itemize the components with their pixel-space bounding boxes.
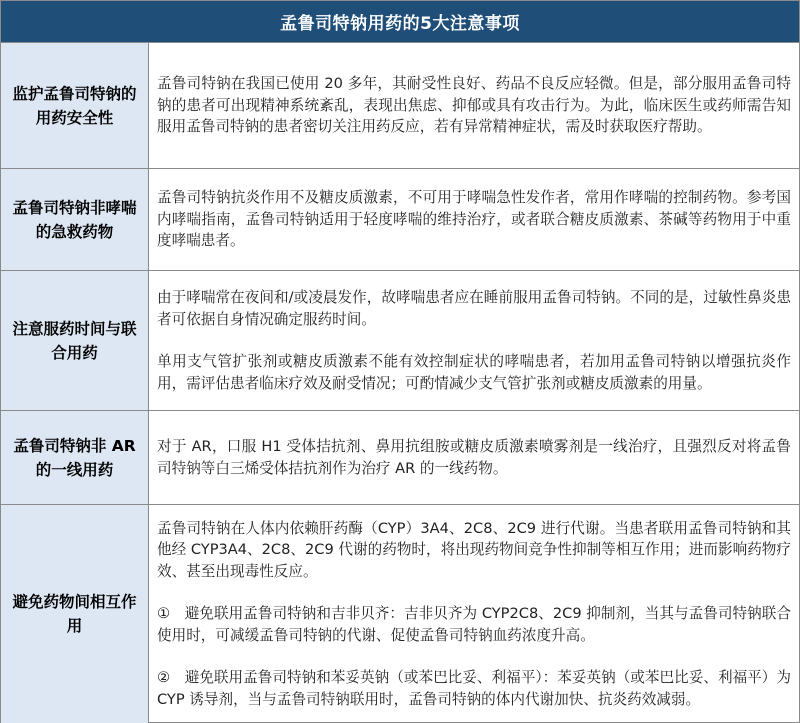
row-content [149, 43, 799, 168]
paragraph: 孟鲁司特钠抗炎作用不及糖皮质激素，不可用于哮喘急性发作者，常用作哮喘的控制药物。参考国内哮喘指南，孟鲁司特钠适用于轻度哮喘的维持治疗，或者联合糖皮质激素、茶碱等药物用于中重度哮喘患者。 [157, 189, 791, 250]
row-label: 孟鲁司特钠非 AR 的一线用药 [1, 411, 149, 504]
paragraph: 单用支气管扩张剂或糖皮质激素不能有效控制症状的哮喘患者，若加用孟鲁司特钠以增强抗炎作用，需评估患者临床疗效及耐受情况；可酌情减少支气管扩张剂或糖皮质激素的用量。 [157, 353, 791, 392]
table-row [1, 43, 799, 169]
row-content [149, 505, 799, 723]
table-row [1, 169, 799, 271]
table-row [1, 271, 799, 411]
table-title: 孟鲁司特钠用药的5大注意事项 [1, 1, 799, 43]
row-content [149, 169, 799, 270]
paragraph: 由于哮喘常在夜间和/或凌晨发作，故哮喘患者应在睡前服用孟鲁司特钠。不同的是，过敏性鼻炎患者可依据自身情况确定服药时间。 [157, 289, 791, 328]
row-label: 避免药物间相互作用 [1, 505, 149, 723]
paragraph: ① 避免联用孟鲁司特钠和吉非贝齐：吉非贝齐为 CYP2C8、2C9 抑制剂，当其与孟鲁司特钠联合使用时，可减缓孟鲁司特钠的代谢、促使孟鲁司特钠血药浓度升高。 [157, 605, 791, 644]
table-row [1, 411, 799, 505]
row-label: 监护孟鲁司特钠的用药安全性 [1, 43, 149, 168]
row-content [149, 271, 799, 410]
table-row [1, 505, 799, 723]
paragraph: 孟鲁司特钠在我国已使用 20 多年，其耐受性良好、药品不良反应轻微。但是，部分服用孟鲁司特钠的患者可出现精神系统紊乱，表现出焦虑、抑郁或具有攻击行为。为此，临床医生或药师需告知服用孟鲁司特钠的患者密切关注用药反应，若有异常精神症状，需及时获取医疗帮助。 [157, 75, 791, 136]
paragraph: 对于 AR，口服 H1 受体拮抗剂、鼻用抗组胺或糖皮质激素喷雾剂是一线治疗，且强烈反对将孟鲁司特钠等白三烯受体拮抗剂作为治疗 AR 的一线药物。 [157, 438, 791, 477]
row-label: 注意服药时间与联合用药 [1, 271, 149, 410]
paragraph: 孟鲁司特钠在人体内依赖肝药酶（CYP）3A4、2C8、2C9 进行代谢。当患者联用孟鲁司特钠和其他经 CYP3A4、2C8、2C9 代谢的药物时，将出现药物间竞争性抑制等相互作用；进而影响药物疗效、甚至出现毒性反应。 [157, 519, 791, 580]
row-label: 孟鲁司特钠非哮喘的急救药物 [1, 169, 149, 270]
paragraph: ② 避免联用孟鲁司特钠和苯妥英钠（或苯巴比妥、利福平）：苯妥英钠（或苯巴比妥、利福平）为 CYP 诱导剂，当与孟鲁司特钠联用时，孟鲁司特钠的体内代谢加快、抗炎药效减弱。 [157, 669, 791, 708]
row-content [149, 411, 799, 504]
